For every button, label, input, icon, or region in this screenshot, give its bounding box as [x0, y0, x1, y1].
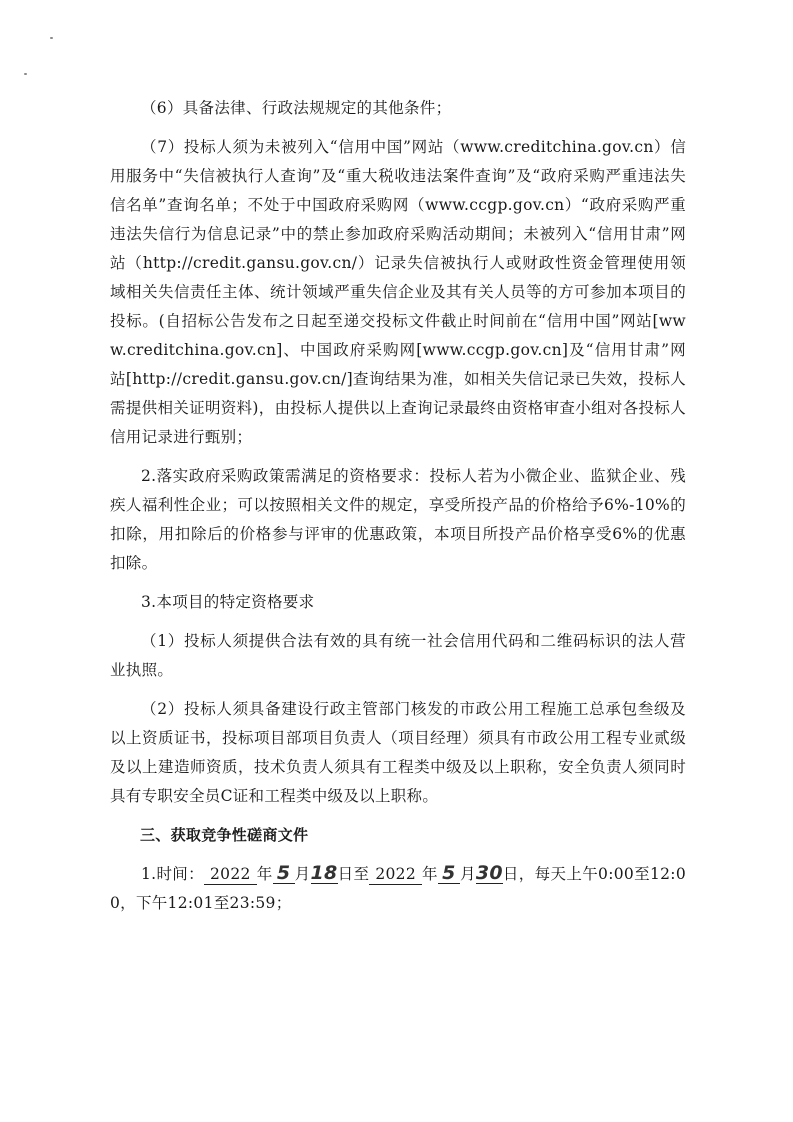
paragraph-requirement-1: （1）投标人须提供合法有效的具有统一社会信用代码和二维码标识的法人营业执照。: [110, 632, 686, 679]
start-year: 2022: [204, 864, 257, 885]
month-char: 月: [294, 865, 311, 883]
document-body: [110, 94, 686, 918]
time-suffix: 日，每天上午0:00至12:00，下午12:01至23:59；: [110, 865, 686, 912]
paragraph-policy-requirements: 2.落实政府采购政策需满足的资格要求：投标人若为小微企业、监狱企业、残疾人福利性企业；可以按照相关文件的规定，享受所投产品的价格给予6%-10%的扣除，用扣除后的价格参与评审的优惠政策，本项目所投产品价格享受6%的优惠扣除。: [110, 467, 686, 572]
paragraph-specific-requirements-title: 3.本项目的特定资格要求: [141, 593, 315, 611]
paragraph-condition-7: （7）投标人须为未被列入“信用中国”网站（www.creditchina.gov.cn）信用服务中“失信被执行人查询”及“重大税收违法案件查询”及“政府采购严重违法失信名单”查询名单；不处于中国政府采购网（www.ccgp.gov.cn）“政府采购严重违法失信行为信息记录”中的禁止参加政府采购活动期间；未被列入“信用甘肃”网站（http://credit.gansu.gov.cn/）记录失信被执行人或财政性资金管理使用领域相关失信责任主体、统计领域严重失信企业及其有关人员等的方可参加本项目的投标。(自招标公告发布之日起至递交投标文件截止时间前在“信用中国”网站[www.creditchina.gov.cn]、中国政府采购网[www.ccgp.gov.cn]及“信用甘肃”网站[http://credit.gansu.gov.cn/]查询结果为准，如相关失信记录已失效，投标人需提供相关证明资料)，由投标人提供以上查询记录最终由资格审查小组对各投标人信用记录进行甄别；: [110, 138, 686, 446]
section-heading-obtain-documents: 三、获取竞争性磋商文件: [140, 826, 309, 844]
day-to-text: 日至: [337, 865, 370, 883]
end-day-handwritten: 30: [475, 862, 503, 884]
paragraph-condition-6: （6）具备法律、行政法规规定的其他条件；: [141, 99, 452, 117]
year-char: 年: [256, 865, 273, 883]
start-month-handwritten: 5: [273, 863, 295, 884]
paragraph-time: [110, 860, 686, 918]
paragraph-requirement-2: （2）投标人须具备建设行政主管部门核发的市政公用工程施工总承包叁级及以上资质证书，投标项目部项目负责人（项目经理）须具有市政公用工程专业贰级及以上建造师资质，技术负责人须具有工程类中级及以上职称，安全负责人须同时具有专职安全员C证和工程类中级及以上职称。: [110, 700, 686, 805]
year-char: 年: [421, 865, 438, 883]
time-label: 1.时间：: [141, 865, 205, 883]
scan-speck: [24, 73, 27, 75]
end-month-handwritten: 5: [438, 863, 460, 884]
scan-speck: [50, 37, 53, 39]
end-year: 2022: [369, 864, 422, 885]
month-char: 月: [459, 865, 476, 883]
start-day-handwritten: 18: [310, 862, 338, 884]
